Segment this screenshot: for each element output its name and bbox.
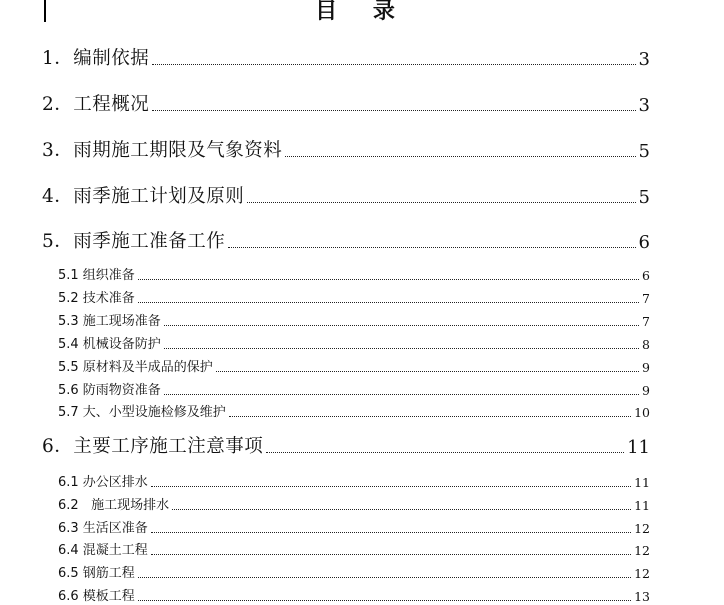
toc-entry[interactable] <box>42 432 650 458</box>
toc-entry-page: 10 <box>634 405 650 420</box>
toc-entry-label: 2．工程概况 <box>42 94 150 115</box>
toc-entry[interactable] <box>42 227 650 253</box>
toc-entry-page: 11 <box>634 475 650 490</box>
toc-entry-page: 8 <box>642 337 650 352</box>
toc-title: 目 录 <box>315 0 409 24</box>
toc-entry-page: 12 <box>634 543 650 558</box>
dot-leader <box>228 247 635 248</box>
toc-entry-label: 4．雨季施工计划及原则 <box>42 186 245 207</box>
toc-entry-page: 12 <box>634 521 650 536</box>
toc-subentry[interactable] <box>58 311 650 329</box>
toc-subentry[interactable] <box>58 563 650 581</box>
toc-entry-label: 5.7 大、小型设施检修及维护 <box>58 405 226 420</box>
dot-leader <box>151 554 631 555</box>
toc-entry-page: 6 <box>642 268 650 283</box>
toc-subentry[interactable] <box>58 380 650 398</box>
dot-leader <box>138 302 639 303</box>
toc-subentry[interactable] <box>58 357 650 375</box>
toc-subentry[interactable] <box>58 518 650 536</box>
toc-subentry[interactable] <box>58 402 650 420</box>
dot-leader <box>216 371 639 372</box>
dot-leader <box>229 416 631 417</box>
dot-leader <box>138 600 631 601</box>
dot-leader <box>138 577 631 578</box>
toc-entry-label: 5.2 技术准备 <box>58 291 135 306</box>
dot-leader <box>164 348 639 349</box>
toc-entry-label: 3．雨期施工期限及气象资料 <box>42 140 283 161</box>
toc-entry-page: 3 <box>638 49 650 70</box>
toc-entry-label: 5.3 施工现场准备 <box>58 314 161 329</box>
toc-entry-label: 6．主要工序施工注意事项 <box>42 436 264 457</box>
toc-entry-label: 5.1 组织准备 <box>58 268 135 283</box>
toc-subentry[interactable] <box>58 495 650 513</box>
toc-subentry[interactable] <box>58 265 650 283</box>
toc-entry[interactable] <box>42 44 650 70</box>
toc-entry-page: 11 <box>634 498 650 513</box>
toc-entry-page: 13 <box>634 589 650 604</box>
toc-entry-page: 9 <box>642 383 650 398</box>
toc-entry[interactable] <box>42 182 650 208</box>
toc-entry-label: 6.4 混凝土工程 <box>58 543 148 558</box>
toc-entry-label: 5.5 原材料及半成品的保护 <box>58 360 213 375</box>
toc-subentry[interactable] <box>58 540 650 558</box>
dot-leader <box>152 110 635 111</box>
dot-leader <box>164 325 639 326</box>
toc-entry-label: 1．编制依据 <box>42 48 150 69</box>
toc-entry-label: 6.1 办公区排水 <box>58 475 148 490</box>
toc-entry-label: 6.3 生活区准备 <box>58 521 148 536</box>
toc-subentry[interactable] <box>58 334 650 352</box>
toc-entry-page: 5 <box>638 141 650 162</box>
toc-entry-page: 3 <box>638 95 650 116</box>
dot-leader <box>152 64 635 65</box>
toc-entry[interactable] <box>42 136 650 162</box>
dot-leader <box>285 156 635 157</box>
dot-leader <box>138 279 639 280</box>
dot-leader <box>164 394 639 395</box>
toc-entry-page: 9 <box>642 360 650 375</box>
toc-entry-label: 6.6 模板工程 <box>58 589 135 604</box>
dot-leader <box>151 486 631 487</box>
dot-leader <box>247 202 635 203</box>
dot-leader <box>266 452 624 453</box>
toc-entry-label: 6.2 施工现场排水 <box>58 498 170 513</box>
toc-entry-page: 7 <box>642 314 650 329</box>
toc-entry-page: 11 <box>627 437 650 458</box>
dot-leader <box>172 509 631 510</box>
toc-subentry[interactable] <box>58 586 650 604</box>
toc-entry-label: 5．雨季施工准备工作 <box>42 231 226 252</box>
toc-entry-label: 6.5 钢筋工程 <box>58 566 135 581</box>
dot-leader <box>151 532 631 533</box>
toc-subentry[interactable] <box>58 288 650 306</box>
toc-entry-label: 5.6 防雨物资准备 <box>58 383 161 398</box>
toc-entry-page: 12 <box>634 566 650 581</box>
toc-entry-page: 6 <box>638 232 650 253</box>
toc-entry-label: 5.4 机械设备防护 <box>58 337 161 352</box>
toc-entry-page: 5 <box>638 187 650 208</box>
toc-entry[interactable] <box>42 90 650 116</box>
toc-entry-page: 7 <box>642 291 650 306</box>
toc-subentry[interactable] <box>58 472 650 490</box>
